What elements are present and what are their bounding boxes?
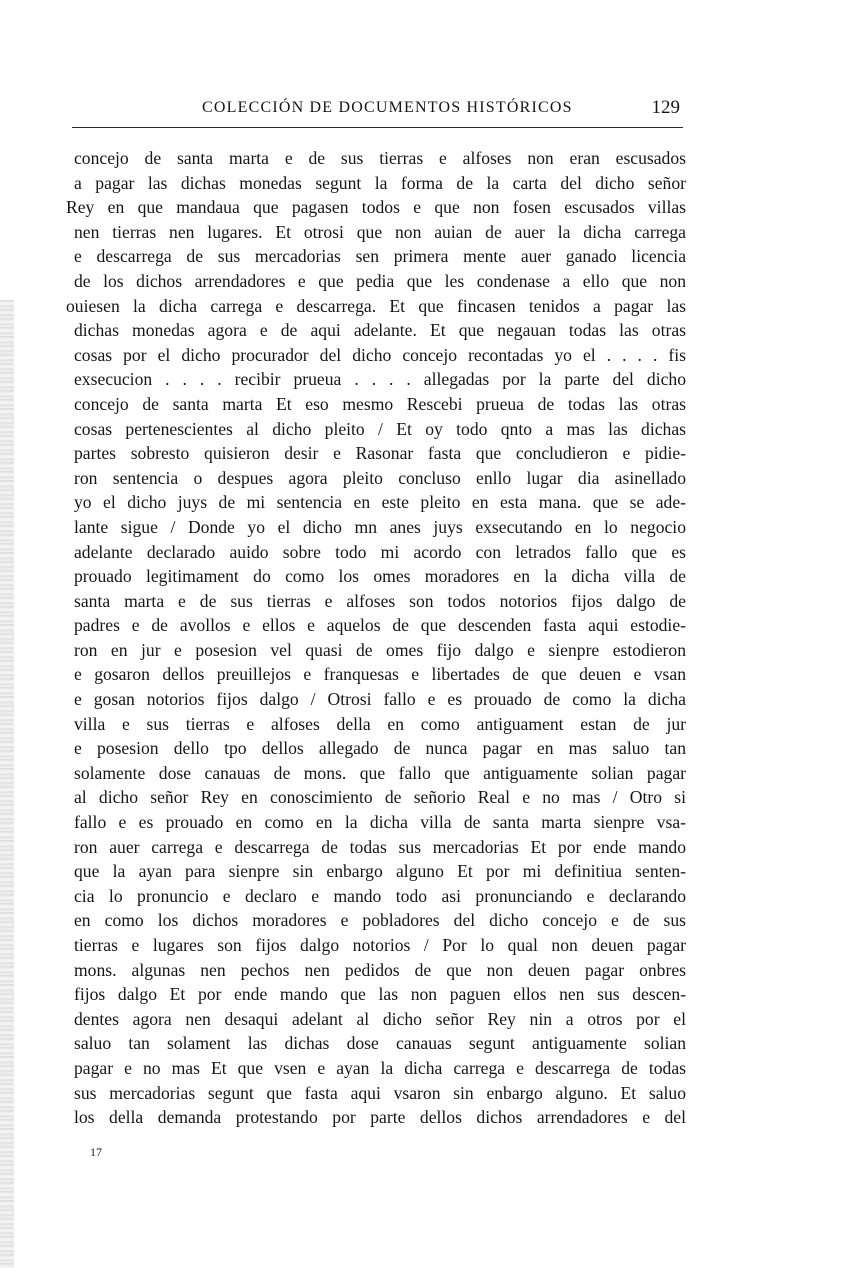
text-line: sus mercadorias segunt que fasta aqui vsaron sin enbargo alguno. Et saluo — [74, 1082, 686, 1103]
signature-mark: 17 — [90, 1145, 102, 1159]
text-line: lante sigue / Donde yo el dicho mn anes juys exsecutando en lo negocio — [74, 516, 686, 537]
text-line: a pagar las dichas monedas segunt la forma de la carta del dicho señor — [74, 172, 686, 193]
text-line: fallo e es prouado en como en la dicha villa de santa marta sienpre vsa- — [74, 812, 686, 833]
text-line: nen tierras nen lugares. Et otrosi que non auian de auer la dicha carrega — [74, 221, 686, 242]
text-line: villa e sus tierras e alfoses della en como antiguament estan de jur — [74, 713, 686, 734]
text-line: prouado legitimament do como los omes moradores en la dicha villa de — [74, 566, 686, 587]
text-line: e gosan notorios fijos dalgo / Otrosi fallo e es prouado de como la dicha — [74, 689, 686, 710]
text-line: ron auer carrega e descarrega de todas sus mercadorias Et por ende mando — [74, 836, 686, 857]
text-line: concejo de santa marta Et eso mesmo Rescebi prueua de todas las otras — [74, 393, 686, 414]
text-line: ouiesen la dicha carrega e descarrega. Et que fincasen tenidos a pagar las — [66, 295, 686, 316]
text-line: mons. algunas nen pechos nen pedidos de que non deuen pagar onbres — [74, 959, 686, 980]
body-text — [66, 146, 686, 1130]
scan-edge-shadow — [0, 300, 14, 1268]
text-line: concejo de santa marta e de sus tierras e alfoses non eran escusados — [74, 148, 686, 168]
running-head — [72, 97, 682, 123]
text-line: fijos dalgo Et por ende mando que las non paguen ellos nen sus descen- — [74, 984, 686, 1005]
text-line: los della demanda protestando por parte dellos dichos arrendadores e del — [74, 1107, 686, 1128]
text-line: e gosaron dellos preuillejos e franquesas e libertades de que deuen e vsan — [74, 664, 686, 685]
text-line: dentes agora nen desaqui adelant al dicho señor Rey nin a otros por el — [74, 1008, 686, 1029]
text-line: Rey en que mandaua que pagasen todos e que non fosen escusados villas — [66, 197, 686, 218]
text-line: adelante declarado auido sobre todo mi acordo con letrados fallo que es — [74, 541, 686, 562]
header-rule — [72, 127, 683, 128]
text-line: cia lo pronuncio e declaro e mando todo asi pronunciando e declarando — [74, 885, 686, 906]
text-line: ron sentencia o despues agora pleito concluso enllo lugar dia asinellado — [74, 467, 686, 488]
text-line: e posesion dello tpo dellos allegado de nunca pagar en mas saluo tan — [74, 738, 686, 759]
text-line: al dicho señor Rey en conoscimiento de señorio Real e no mas / Otro si — [74, 787, 686, 808]
text-line: padres e de avollos e ellos e aquelos de que descenden fasta aqui estodie- — [74, 615, 686, 636]
text-line: en como los dichos moradores e pobladores del dicho concejo e de sus — [74, 910, 686, 931]
text-line: dichas monedas agora e de aqui adelante. Et que negauan todas las otras — [74, 320, 686, 341]
page-number: 129 — [651, 97, 680, 118]
text-line: e descarrega de sus mercadorias sen primera mente auer ganado licencia — [74, 246, 686, 267]
text-line: exsecucion . . . . recibir prueua . . . . allegadas por la parte del dicho — [74, 369, 686, 390]
text-line: solamente dose canauas de mons. que fallo que antiguamente solian pagar — [74, 762, 686, 783]
text-line: santa marta e de sus tierras e alfoses son todos notorios fijos dalgo de — [74, 590, 686, 611]
text-line: pagar e no mas Et que vsen e ayan la dicha carrega e descarrega de todas — [74, 1057, 686, 1078]
text-line: tierras e lugares son fijos dalgo notorios / Por lo qual non deuen pagar — [74, 935, 686, 955]
text-line: cosas pertenescientes al dicho pleito / Et oy todo qnto a mas las dichas — [74, 418, 686, 439]
text-line: cosas por el dicho procurador del dicho concejo recontadas yo el . . . . fis — [74, 344, 686, 365]
text-line: yo el dicho juys de mi sentencia en este pleito en esta mana. que se ade- — [74, 492, 686, 513]
text-line: saluo tan solament las dichas dose canauas segunt antiguamente solian — [74, 1033, 686, 1054]
text-line: ron en jur e posesion vel quasi de omes fijo dalgo e sienpre estodieron — [74, 639, 686, 660]
text-line: que la ayan para sienpre sin enbargo alguno Et por mi definitiua senten- — [74, 861, 686, 882]
text-line: partes sobresto quisieron desir e Rasonar fasta que concludieron e pidie- — [74, 443, 686, 464]
running-title: COLECCIÓN DE DOCUMENTOS HISTÓRICOS — [202, 99, 573, 116]
text-line: de los dichos arrendadores e que pedia que les condenase a ello que non — [74, 270, 686, 291]
